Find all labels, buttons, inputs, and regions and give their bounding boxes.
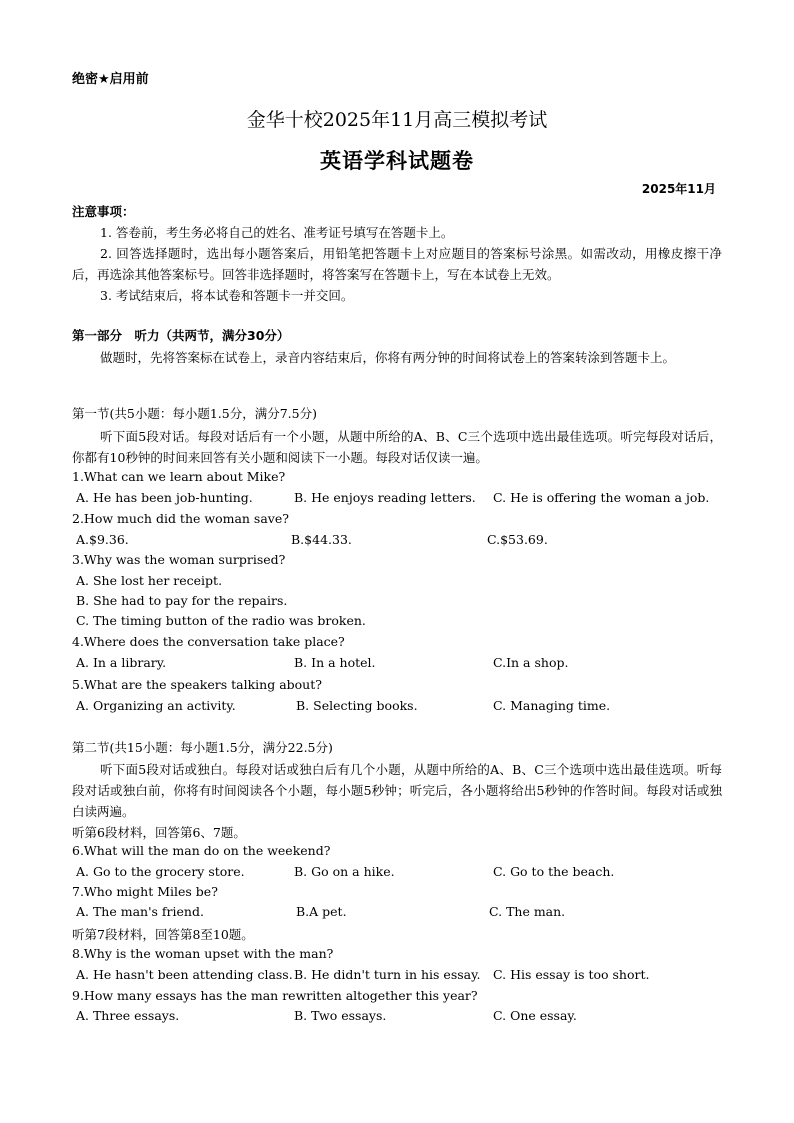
question-3: 3.Why was the woman surprised? [72, 552, 286, 567]
notice-item-3: 3. 考试结束后，将本试卷和答题卡一并交回。 [100, 288, 354, 303]
q2-option-b: B.$44.33. [291, 532, 352, 547]
part1-heading: 第一部分 听力（共两节，满分30分） [72, 328, 290, 343]
question-9: 9.How many essays has the man rewritten altogether this year? [72, 988, 478, 1003]
q6-option-c: C. Go to the beach. [493, 864, 615, 879]
q2-option-a: A.$9.36. [76, 532, 129, 547]
paper-title: 英语学科试题卷 [320, 148, 474, 173]
q8-option-a: A. He hasn't been attending class. [76, 967, 293, 982]
section1-heading: 第一节(共5小题：每小题1.5分，满分7.5分) [72, 406, 317, 421]
q6-option-b: B. Go on a hike. [294, 864, 395, 879]
confidential-mark: 绝密★启用前 [72, 72, 149, 87]
q1-option-b: B. He enjoys reading letters. [294, 490, 476, 505]
q4-option-b: B. In a hotel. [294, 655, 376, 670]
q6-option-a: A. Go to the grocery store. [76, 864, 245, 879]
q5-option-b: B. Selecting books. [296, 698, 418, 713]
q3-option-b: B. She had to pay for the repairs. [76, 593, 288, 608]
q9-option-c: C. One essay. [493, 1008, 577, 1023]
section1-intro: 听下面5段对话。每段对话后有一个小题，从题中所给的A、B、C三个选项中选出最佳选项。听完每段对话后，你都有10秒钟的时间来回答有关小题和阅读下一小题。每段对话仅读一遍。 [72, 429, 722, 465]
question-5: 5.What are the speakers talking about? [72, 677, 322, 692]
question-2: 2.How much did the woman save? [72, 511, 289, 526]
q2-option-c: C.$53.69. [487, 532, 548, 547]
exam-title: 金华十校2025年11月高三模拟考试 [246, 109, 548, 131]
q3-option-c: C. The timing button of the radio was broken. [76, 613, 366, 628]
exam-date: 2025年11月 [641, 182, 716, 196]
notice-item-1: 1. 答卷前，考生务必将自己的姓名、准考证号填写在答题卡上。 [100, 225, 454, 240]
part1-intro: 做题时，先将答案标在试卷上，录音内容结束后，你将有两分钟的时间将试卷上的答案转涂到答题卡上。 [100, 350, 676, 365]
section2-intro: 听下面5段对话或独白。每段对话或独白后有几个小题，从题中所给的A、B、C三个选项中选出最佳选项。听每段对话或独白前，你将有时间阅读各个小题，每小题5秒钟；听完后，各小题将给出5秒钟的作答时间。每段对话或独白读两遍。 [72, 762, 722, 819]
q7-option-b: B.A pet. [296, 904, 347, 919]
question-8: 8.Why is the woman upset with the man? [72, 946, 334, 961]
q9-option-b: B. Two essays. [294, 1008, 387, 1023]
q1-option-c: C. He is offering the woman a job. [493, 490, 710, 505]
q8-option-b: B. He didn't turn in his essay. [294, 967, 481, 982]
question-1: 1.What can we learn about Mike? [72, 469, 286, 484]
q4-option-a: A. In a library. [76, 655, 167, 670]
section2-heading: 第二节(共15小题：每小题1.5分，满分22.5分) [72, 740, 333, 755]
q5-option-c: C. Managing time. [493, 698, 611, 713]
question-4: 4.Where does the conversation take place? [72, 634, 345, 649]
q3-option-a: A. She lost her receipt. [76, 573, 223, 588]
notice-item-2: 2. 回答选择题时，选出每小题答案后，用铅笔把答题卡上对应题目的答案标号涂黑。如需改动，用橡皮擦干净后，再选涂其他答案标号。回答非选择题时，将答案写在答题卡上，写在本试卷上无效。 [72, 246, 722, 282]
material-6-note: 听第6段材料，回答第6、7题。 [72, 825, 246, 840]
q8-option-c: C. His essay is too short. [493, 967, 650, 982]
question-6: 6.What will the man do on the weekend? [72, 843, 331, 858]
q4-option-c: C.In a shop. [493, 655, 569, 670]
notice-heading: 注意事项： [72, 204, 135, 219]
question-7: 7.Who might Miles be? [72, 884, 218, 899]
q1-option-a: A. He has been job-hunting. [76, 490, 253, 505]
material-7-note: 听第7段材料，回答第8至10题。 [72, 927, 254, 942]
q7-option-c: C. The man. [489, 904, 566, 919]
q7-option-a: A. The man's friend. [76, 904, 204, 919]
q5-option-a: A. Organizing an activity. [76, 698, 236, 713]
q9-option-a: A. Three essays. [76, 1008, 180, 1023]
